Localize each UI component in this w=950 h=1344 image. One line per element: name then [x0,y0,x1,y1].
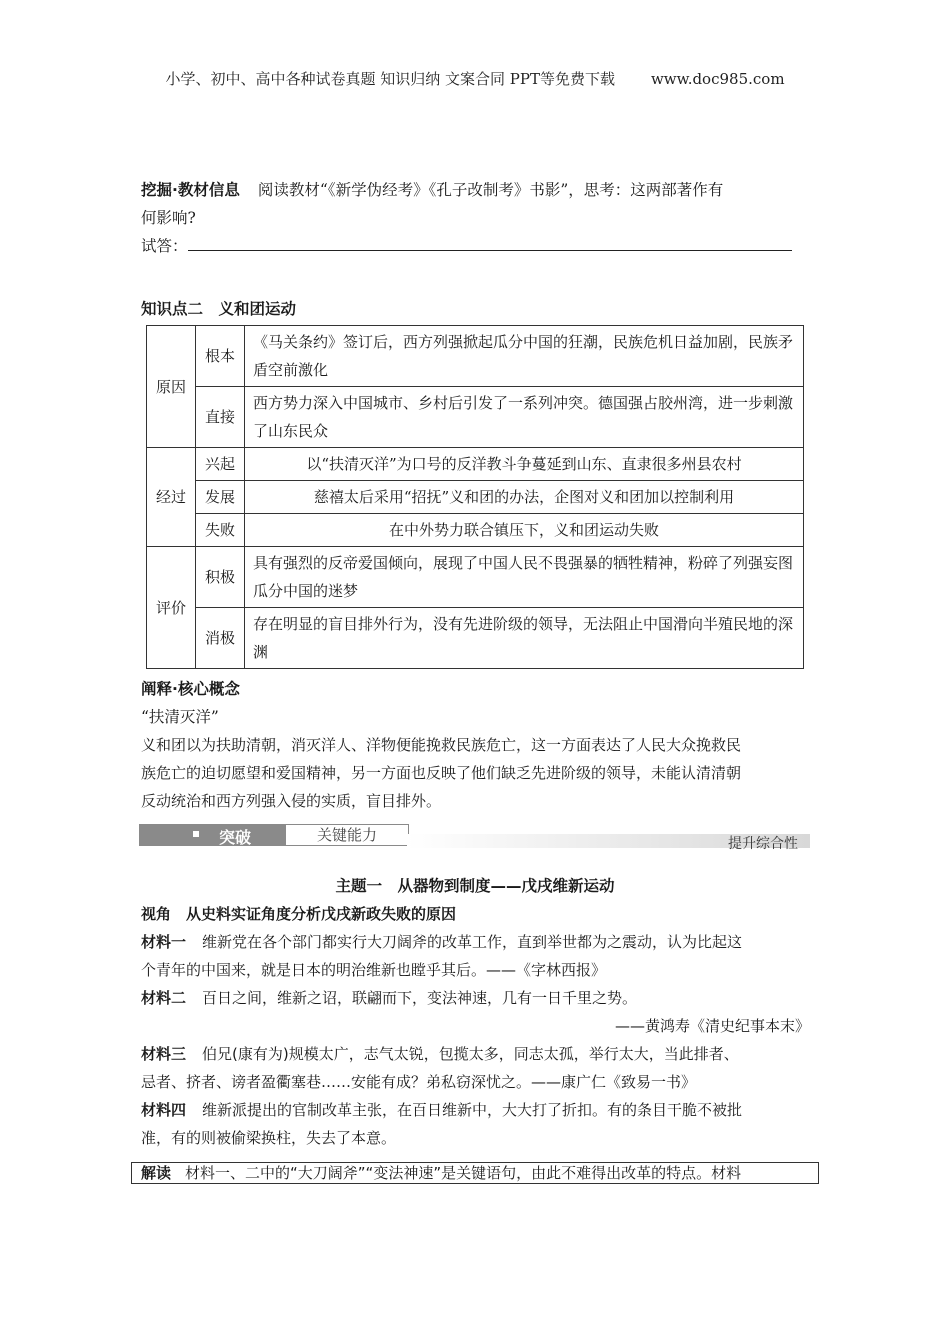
m1-label: 材料一 [141,933,187,951]
m2-line-1: 百日之间，维新之诏，联翩而下，变法神速，几有一日千里之势。 [202,989,638,1007]
m1-line-2: 个青年的中国来，就是日本的明治维新也瞠乎其后。——《字林西报》 [141,961,607,979]
m3-line-2: 忌者、挤者、谤者盈衢塞巷……安能有成？弟私窃深忧之。——康广仁《致易一书》 [141,1073,697,1091]
square-bullet-icon [193,831,199,837]
kp2-table [146,325,804,669]
cell-zhijie-text: 西方势力深入中国城市、乡村后引发了一系列冲突。德国强占胶州湾，进一步刺激了山东民众 [245,387,804,448]
wajue-label: 挖掘·教材信息 [141,181,240,199]
cell-jiji: 积极 [196,547,245,608]
cell-xiaoji-text: 存在明显的盲目排外行为，没有先进阶级的领导，无法阻止中国滑向半殖民地的深渊 [245,608,804,669]
m2-label: 材料二 [141,989,187,1007]
chanshi-line-2: 族危亡的迫切愿望和爱国精神，另一方面也反映了他们缺乏先进阶级的领导，未能认清清朝 [141,764,742,782]
cell-xingqi: 兴起 [196,448,245,481]
header-url: www.doc985.com [650,70,785,88]
chanshi-label: 阐释·核心概念 [141,680,240,698]
cell-genben: 根本 [196,326,245,387]
cell-shibai-text: 在中外势力联合镇压下，义和团运动失败 [245,514,804,547]
chanshi-line-3: 反动统治和西方列强入侵的实质，盲目排外。 [141,792,442,810]
cell-pingjia: 评价 [147,547,196,669]
cell-jiji-text: 具有强烈的反帝爱国倾向，展现了中国人民不畏强暴的牺牲精神，粉碎了列强妄图瓜分中国的迷梦 [245,547,804,608]
cell-fazhan: 发展 [196,481,245,514]
table-row [147,608,804,669]
cell-zhijie: 直接 [196,387,245,448]
cell-shibai: 失败 [196,514,245,547]
jiedu-text: 材料一、二中的“大刀阔斧”“变法神速”是关键语句，由此不难得出改革的特点。材料 [185,1164,742,1182]
cell-fazhan-text: 慈禧太后采用“招抚”义和团的办法，企图对义和团加以控制利用 [245,481,804,514]
m3-label: 材料三 [141,1045,187,1063]
topic-materials [141,900,816,1152]
m4-line-2: 准，有的则被偷梁换柱，失去了本意。 [141,1129,397,1147]
table-row [147,514,804,547]
topic-title: 主题一 从器物到制度——戊戌维新运动 [335,877,615,895]
cell-yuanyin: 原因 [147,326,196,448]
banner-dark-block [139,824,285,846]
table-row [147,387,804,448]
wajue-text-1: 阅读教材“《新学伪经考》《孔子改制考》书影”，思考：这两部著作有 [257,181,724,199]
banner-right-text: 提升综合性 [728,836,798,852]
wajue-section [141,176,811,260]
m4-label: 材料四 [141,1101,187,1119]
banner-light-text: 关键能力 [285,824,409,846]
header-left-text: 小学、初中、高中各种试卷真题 知识归纳 文案合同 PPT等免费下载 [165,70,615,88]
chanshi-line-1: 义和团以为扶助清朝，消灭洋人、洋物便能挽救民族危亡，这一方面表达了人民大众挽救民 [141,736,742,754]
table-row [147,481,804,514]
wajue-text-2: 何影响? [141,209,196,227]
m2-source: ——黄鸿寿《清史纪事本末》 [614,1017,810,1035]
answer-blank[interactable] [188,236,792,251]
table-row [147,547,804,608]
table-row [147,326,804,387]
chanshi-section [141,675,813,815]
cell-xingqi-text: 以“扶清灭洋”为口号的反洋教斗争蔓延到山东、直隶很多州县农村 [245,448,804,481]
banner-dark-text: 突破 [219,828,252,847]
jiedu-line [141,1164,741,1182]
m1-line-1: 维新党在各个部门都实行大刀阔斧的改革工作，直到举世都为之震动，认为比起这 [202,933,743,951]
m4-line-1: 维新派提出的官制改革主张，在百日维新中，大大打了折扣。有的条目干脆不被批 [202,1101,743,1119]
chanshi-term: “扶清灭洋” [141,708,219,726]
jiedu-label: 解读 [141,1164,172,1182]
topic-view: 视角 从史料实证角度分析戊戌新政失败的原因 [141,905,457,923]
cell-xiaoji: 消极 [196,608,245,669]
cell-jingguo: 经过 [147,448,196,547]
answer-label: 试答： [141,237,188,255]
section-banner [139,824,810,854]
m3-line-1: 伯兄(康有为)规模太广，志气太锐，包揽太多，同志太孤，举行太大，当此排者、 [202,1045,739,1063]
table-row [147,448,804,481]
page-header [0,68,950,89]
cell-genben-text: 《马关条约》签订后，西方列强掀起瓜分中国的狂潮，民族危机日益加剧，民族矛盾空前激化 [245,326,804,387]
kp2-title: 知识点二 义和团运动 [141,300,297,318]
